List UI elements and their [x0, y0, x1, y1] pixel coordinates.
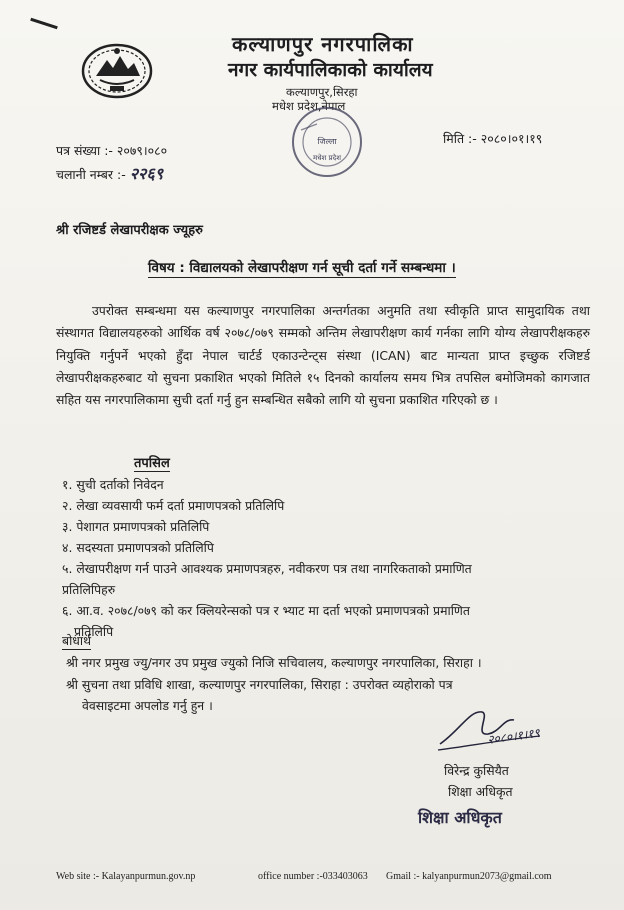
footer-office-number: office number :-033403063: [258, 871, 368, 882]
list-item: [62, 560, 472, 577]
cc-line: श्री सुचना तथा प्रविधि शाखा, कल्याणपुर नगरपालिका, सिराहा : उपरोक्त व्यहोराको पत्र: [66, 677, 453, 692]
round-office-stamp: [287, 104, 367, 180]
list-item-continuation: प्रतिलिपि: [74, 624, 114, 639]
bodhartha-heading: बोधार्थ: [62, 633, 92, 648]
patra-label: पत्र संख्या :-: [56, 143, 113, 158]
handwritten-signature: [430, 700, 560, 764]
footer-gmail: Gmail :- kalyanpurmun2073@gmail.com: [386, 871, 552, 882]
list-item: [62, 476, 164, 493]
office-name: नगर कार्यपालिकाको कार्यालय: [228, 59, 433, 81]
cc-line: वेवसाइटमा अपलोड गर्नु हुन ।: [82, 698, 213, 713]
list-item-text: पेशागत प्रमाणपत्रको प्रतिलिपि: [76, 519, 210, 534]
stamp-text-1: जिल्ला: [317, 137, 337, 146]
chalani-number: [56, 162, 163, 184]
list-heading: तपसिल: [134, 453, 170, 472]
patra-value: २०७९।०८०: [116, 143, 168, 158]
signature-date: २०८०।१।१९: [486, 725, 541, 747]
list-item-text: आ.व. २०७८/०७९ को कर क्लियरेन्सको पत्र र भ्याट मा दर्ता भएको प्रमाणपत्रको प्रमाणित: [76, 603, 470, 618]
body-text: उपरोक्त सम्बन्धमा यस कल्याणपुर नगरपालिका अन्तर्गतका अनुमति तथा स्वीकृति प्राप्त सामुदायिक तथा संस्थागत विद्यालयहरुको आर्थिक वर्ष २०७८/०७९ सम्मको अन्तिम लेखापरीक्षण कार्य गर्नका लागि योग्य लेखापरीक्षकहरु नियुक्ति गर्नुपर्ने भएको हुँदा नेपाल चार्टर्ड एकाउन्टेन्ट्स संस्था (ICAN) बाट मान्यता प्राप्त इच्छुक रजिष्टर्ड लेखापरीक्षकहरुबाट यो सुचना प्रकाशित भएको मितिले १५ दिनको कार्यालय समय भित्र तपसिल बमोजिमको कागजात सहित यस नगरपालिकामा सुची दर्ता गर्नु हुन सम्बन्धित सबैको लागि यो सुचना प्रकाशित गरिएको छ ।: [56, 303, 590, 408]
list-item-text: सुची दर्ताको निवेदन: [76, 477, 164, 492]
cc-line: श्री नगर प्रमुख ज्यु/नगर उप प्रमुख ज्युको निजि सचिवालय, कल्याणपुर नगरपालिका, सिराहा ।: [66, 655, 482, 670]
corner-mark: [30, 18, 58, 30]
address-line-1: कल्याणपुर,सिरहा: [286, 85, 358, 99]
list-item-number: ५.: [62, 561, 73, 576]
list-item: [62, 518, 209, 535]
recipient: श्री रजिष्टर्ड लेखापरीक्षक ज्यूहरु: [56, 223, 203, 238]
list-item: [62, 602, 470, 619]
list-item-number: ४.: [62, 540, 73, 555]
stamp-text-2: मधेश प्रदेश: [313, 154, 341, 162]
nepal-emblem-icon: [80, 42, 154, 100]
signatory-title: शिक्षा अधिकृत: [448, 784, 513, 799]
list-item-number: २.: [62, 498, 73, 513]
address-line-2: मधेश प्रदेश,नेपाल: [272, 99, 346, 113]
body-paragraph: [56, 300, 590, 411]
patra-sankhya: [56, 142, 167, 159]
chalani-label: चलानी नम्बर :-: [56, 167, 126, 182]
footer-website: Web site :- Kalayanpurmun.gov.np: [56, 871, 196, 882]
list-item: [62, 497, 284, 514]
date-value: २०८०।०१।१९: [480, 131, 543, 146]
list-item: [62, 539, 214, 556]
list-item-number: ६.: [62, 603, 73, 618]
list-item-number: ३.: [62, 519, 73, 534]
list-item-continuation: प्रतिलिपिहरु: [62, 582, 116, 597]
letter-date: [443, 130, 542, 147]
list-item-text: सदस्यता प्रमाणपत्रको प्रतिलिपि: [76, 540, 214, 555]
list-item-text: लेखा व्यवसायी फर्म दर्ता प्रमाणपत्रको प्रतिलिपि: [76, 498, 285, 513]
subject-line: विषय : विद्यालयको लेखापरीक्षण गर्न सूची दर्ता गर्ने सम्बन्धमा ।: [148, 260, 456, 276]
list-item-number: १.: [62, 477, 73, 492]
signatory-name: विरेन्द्र कुसियैत: [444, 763, 509, 778]
chalani-value: २२६९: [129, 164, 164, 183]
date-label: मिति :-: [443, 131, 477, 146]
list-item-text: लेखापरीक्षण गर्न पाउने आवश्यक प्रमाणपत्रहरु, नवीकरण पत्र तथा नागरिकताको प्रमाणित: [76, 561, 472, 576]
office-stamp-text: शिक्षा अधिकृत: [418, 808, 502, 827]
municipality-name: कल्याणपुर नगरपालिका: [232, 32, 414, 56]
